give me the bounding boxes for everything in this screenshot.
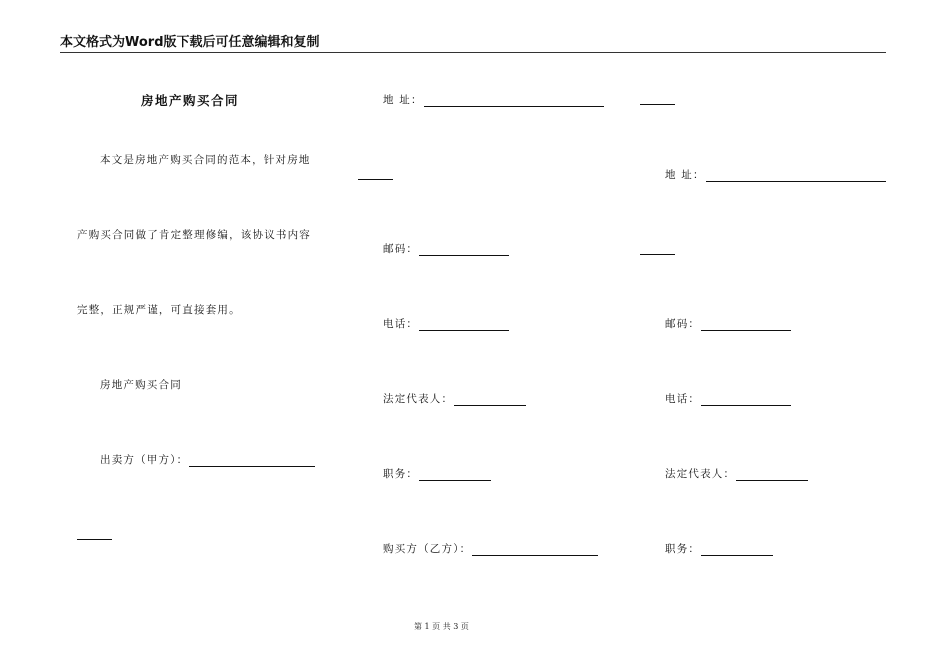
intro-text: 产购买合同做了肯定整理修编，该协议书内容 [77,229,311,241]
address-continuation-line [358,179,393,180]
seller-position-field [383,467,491,481]
seller-label: 出卖方（甲方）： [100,454,189,466]
position-blank-line [701,544,773,556]
document-title: 房地产购买合同 [141,93,240,108]
position-label: 职务： [665,543,701,555]
postcode-blank-line [701,319,791,331]
subtitle-text: 房地产购买合同 [100,379,182,391]
buyer-phone-field [665,392,791,406]
buyer-position-field [665,542,773,556]
seller-field [100,453,315,467]
buyer-blank-line [472,544,598,556]
intro-line-3 [77,303,241,317]
position-label: 职务： [383,468,419,480]
phone-blank-line [701,394,791,406]
legal-rep-blank-line [454,394,526,406]
buyer-legal-rep-field [665,467,808,481]
address-blank-line [706,170,886,182]
intro-line-1 [100,153,311,167]
buyer-field [383,542,598,556]
buyer-address-field [665,168,886,182]
phone-label: 电话： [665,393,701,405]
intro-line-2 [77,228,311,242]
position-blank-line [419,469,491,481]
seller-postcode-field [383,242,509,256]
buyer-continuation-line [640,104,675,105]
seller-legal-rep-field [383,392,526,406]
address-blank-line [424,95,604,107]
seller-continuation-line [77,539,112,540]
contract-subtitle [100,378,182,392]
header-divider [60,52,886,53]
postcode-label: 邮码： [665,318,701,330]
legal-rep-label: 法定代表人： [665,468,736,480]
page-number: 第 1 页 共 3 页 [414,622,469,631]
intro-text: 完整，正规严谨，可直接套用。 [77,304,241,316]
seller-address-field [383,93,604,107]
seller-blank-line [189,455,315,467]
postcode-label: 邮码： [383,243,419,255]
page-header-title: 本文格式为Word版下载后可任意编辑和复制 [60,35,320,50]
phone-blank-line [419,319,509,331]
buyer-postcode-field [665,317,791,331]
legal-rep-blank-line [736,469,808,481]
intro-text: 本文是房地产购买合同的范本，针对房地 [100,154,311,166]
seller-phone-field [383,317,509,331]
address-continuation-line [640,254,675,255]
postcode-blank-line [419,244,509,256]
address-label: 地 址： [665,169,705,181]
legal-rep-label: 法定代表人： [383,393,454,405]
buyer-label: 购买方（乙方）： [383,543,472,555]
address-label: 地 址： [383,94,423,106]
phone-label: 电话： [383,318,419,330]
